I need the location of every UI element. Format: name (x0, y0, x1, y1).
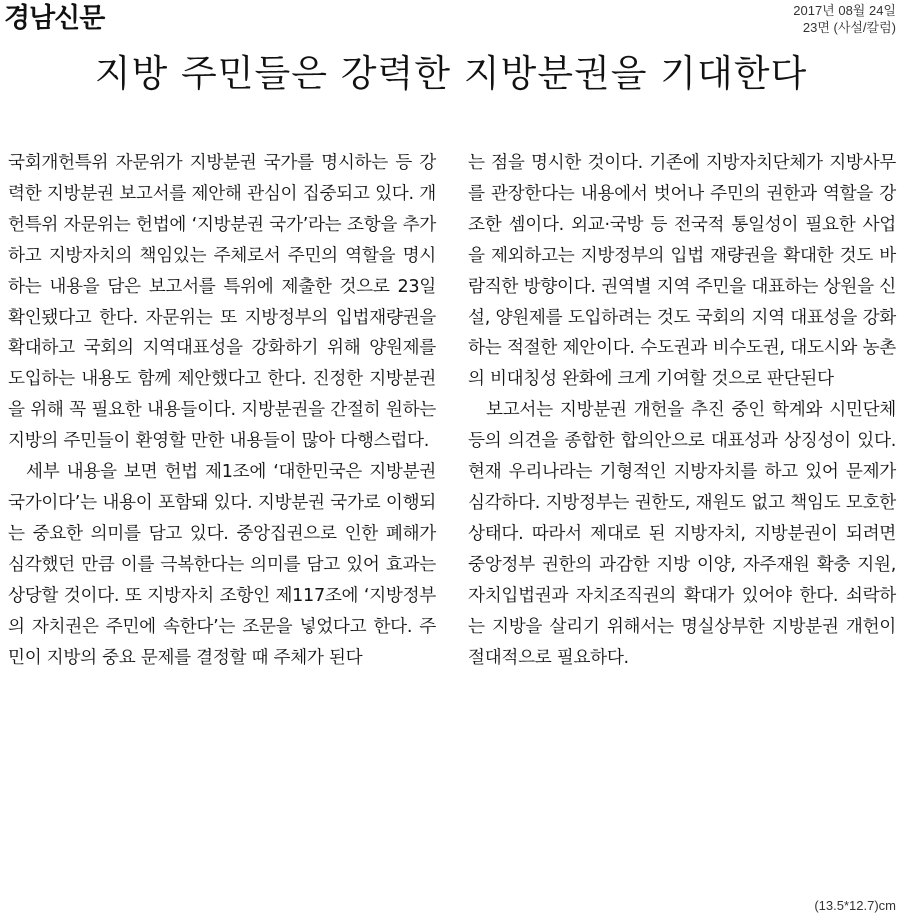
page-section: 23면 (사설/칼럼) (802, 20, 896, 35)
publication-date: 2017년 08월 24일 (793, 3, 896, 18)
article-size-note: (13.5*12.7)cm (814, 898, 896, 913)
left-column (8, 148, 436, 673)
article-meta (793, 2, 896, 36)
article-headline: 지방 주민들은 강력한 지방분권을 기대한다 (94, 52, 808, 95)
right-paragraph-1: 는 점을 명시한 것이다. 기존에 지방자치단체가 지방사무를 관장한다는 내용에서 벗어나 주민의 권한과 역할을 강조한 셈이다. 외교·국방 등 전국적 통일성이 필요한 사업을 제외하고는 지방정부의 입법 재량권을 확대한 것도 바람직한 방향이다. 권역별 지역 주민을 대표하는 상원을 신설, 양원제를 도입하려는 것도 국회의 지역 대표성을 강화하는 적절한 제안이다. 수도권과 비수도권, 대도시와 농촌의 비대칭성 완화에 크게 기여할 것으로 판단된다 (468, 153, 896, 390)
left-paragraph-1: 국회개헌특위 자문위가 지방분권 국가를 명시하는 등 강력한 지방분권 보고서를 제안해 관심이 집중되고 있다. 개헌특위 자문위는 헌법에 ‘지방분권 국가’라는 조항을 추가하고 지방자치의 책임있는 주체로서 주민의 역할을 명시하는 내용을 담은 보고서를 특위에 제출한 것으로 23일 확인됐다고 한다. 자문위는 또 지방정부의 입법재량권을 확대하고 국회의 지역대표성을 강화하기 위해 양원제를 도입하는 내용도 함께 제안했다고 한다. 진정한 지방분권을 위해 꼭 필요한 내용들이다. 지방분권을 간절히 원하는 지방의 주민들이 환영할 만한 내용들이 많아 다행스럽다. (8, 153, 436, 452)
right-paragraph-2: 보고서는 지방분권 개헌을 추진 중인 학계와 시민단체 등의 의견을 종합한 합의안으로 대표성과 상징성이 있다. 현재 우리나라는 기형적인 지방자치를 하고 있어 문제가 심각하다. 지방정부는 권한도, 재원도 없고 책임도 모호한 상태다. 따라서 제대로 된 지방자치, 지방분권이 되려면 중앙정부 권한의 과감한 지방 이양, 자주재원 확충 지원, 자치입법권과 자치조직권의 확대가 있어야 한다. 쇠락하는 지방을 살리기 위해서는 명실상부한 지방분권 개헌이 절대적으로 필요하다. (468, 400, 896, 668)
newspaper-name: 경남신문 (4, 3, 105, 34)
right-column (468, 148, 896, 673)
left-paragraph-2: 세부 내용을 보면 헌법 제1조에 ‘대한민국은 지방분권 국가이다’는 내용이 포함돼 있다. 지방분권 국가로 이행되는 중요한 의미를 담고 있다. 중앙집권으로 인한 폐해가 심각했던 만큼 이를 극복한다는 의미를 담고 있어 효과는 상당할 것이다. 또 지방자치 조항인 제117조에 ‘지방정부의 자치권은 주민에 속한다’는 조문을 넣었다고 한다. 주민이 지방의 중요 문제를 결정할 때 주체가 된다 (8, 462, 436, 668)
